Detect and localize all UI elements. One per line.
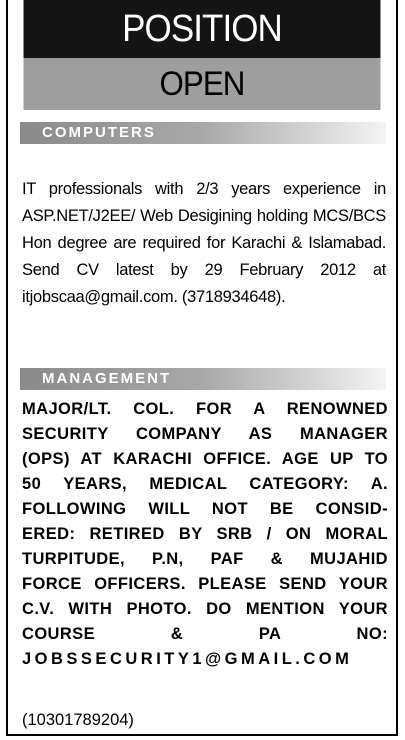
section-heading-management: MANAGEMENT (20, 368, 386, 390)
management-line: ERED: RETIRED BY SRB / ON MORAL (22, 525, 388, 543)
management-line: 50 YEARS, MEDICAL CATEGORY: A. (22, 475, 388, 493)
management-line: SECURITY COMPANY AS MANAGER (22, 425, 388, 443)
computers-ad-text: IT professionals with 2/3 years experience in ASP.NET/J2EE/ Web Desigining holding MCS/BCS Hon degree are required for Karachi & Islamabad. Send CV latest by 29 February 2012 at itjobscaa@gmail.com. (3718934648). (22, 180, 386, 306)
banner-title-position: POSITION (24, 0, 381, 58)
management-ad-text (22, 397, 388, 672)
management-line: COURSE & PA NO: (22, 625, 388, 643)
management-phone: (10301789204) (22, 711, 134, 729)
management-line: FORCE OFFICERS. PLEASE SEND YOUR (22, 575, 388, 593)
section-heading-computers: COMPUTERS (20, 122, 386, 144)
management-email: JOBSSECURITY1@GMAIL.COM (22, 650, 353, 668)
management-line: C.V. WITH PHOTO. DO MENTION YOUR (22, 600, 388, 618)
ad-frame (6, 0, 398, 736)
management-line: MAJOR/LT. COL. FOR A RENOWNED (22, 400, 388, 418)
management-line: FOLLOWING WILL NOT BE CONSID- (22, 500, 388, 518)
management-line: TURPITUDE, P.N, PAF & MUJAHID (22, 550, 388, 568)
banner-title-open: OPEN (24, 58, 381, 110)
management-line: (OPS) AT KARACHI OFFICE. AGE UP TO (22, 450, 388, 468)
